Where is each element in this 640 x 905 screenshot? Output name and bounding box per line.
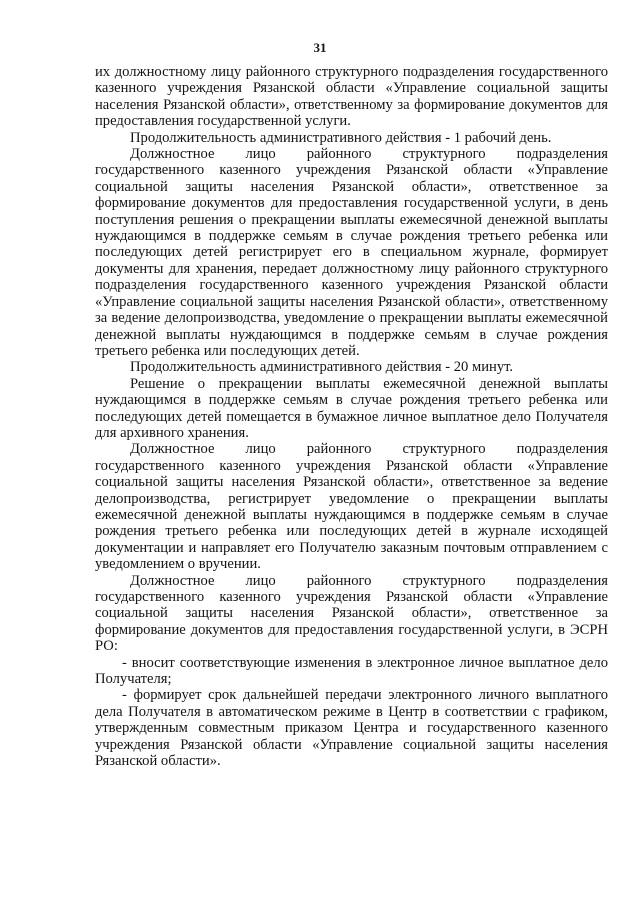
page-number: 31 — [313, 40, 327, 55]
paragraph: Продолжительность административного действия - 20 минут. — [130, 359, 514, 376]
paragraph: - формирует срок дальнейшей передачи электронного личного выплатного дела Получателя в автоматическом режиме в Центр в соответствии с графиком, утвержденным совместным приказом Центра и государственного казенного учреждения Рязанской области «Управление социальной защиты населения Рязанской области». — [95, 687, 608, 770]
paragraph: Должностное лицо районного структурного подразделения государственного казенного учреждения Рязанской области «Управление социальной защиты населения Рязанской области», ответственное за формирование документов для предоставления государственной услуги, в ЭСРН РО: — [95, 572, 608, 655]
paragraph: Должностное лицо районного структурного подразделения государственного казенного учреждения Рязанской области «Управление социальной защиты населения Рязанской области», ответственное за формирование документов для предоставления государственной услуги, в день поступления решения о прекращении выплаты ежемесячной денежной выплаты нуждающимся в поддержке семьям в случае рождения третьего ребенка или последующих детей регистрирует его в специальном журнале, формирует документы для хранения, передает должностному лицу районного структурного подразделения государственного казенного учреждения Рязанской области «Управление социальной защиты населения Рязанской области», ответственному за ведение делопроизводства, уведомление о прекращении выплаты ежемесячной денежной выплаты нуждающимся в поддержке семьям в случае рождения третьего ребенка или последующих детей. — [95, 146, 608, 359]
paragraph: Решение о прекращении выплаты ежемесячной денежной выплаты нуждающимся в поддержке семьям в случае рождения третьего ребенка или последующих детей помещается в бумажное личное выплатное дело Получателя для архивного хранения. — [95, 375, 608, 441]
paragraph: Должностное лицо районного структурного подразделения государственного казенного учреждения Рязанской области «Управление социальной защиты населения Рязанской области», ответственное за ведение делопроизводства, регистрирует уведомление о прекращении выплаты ежемесячной денежной выплаты нуждающимся в поддержке семьям в случае рождения третьего ребенка или последующих детей в журнале исходящей документации и направляет его Получателю заказным почтовым отправлением с уведомлением о вручении. — [95, 441, 608, 573]
paragraph: их должностному лицу районного структурного подразделения государственного казенного учреждения Рязанской области «Управление социальной защиты населения Рязанской области», ответственному за формирование документов для предоставления государственной услуги. — [95, 64, 608, 130]
document-body — [95, 64, 608, 769]
paragraph: - вносит соответствующие изменения в электронное личное выплатное дело Получателя; — [95, 654, 608, 688]
paragraph: Продолжительность административного действия - 1 рабочий день. — [130, 129, 552, 146]
